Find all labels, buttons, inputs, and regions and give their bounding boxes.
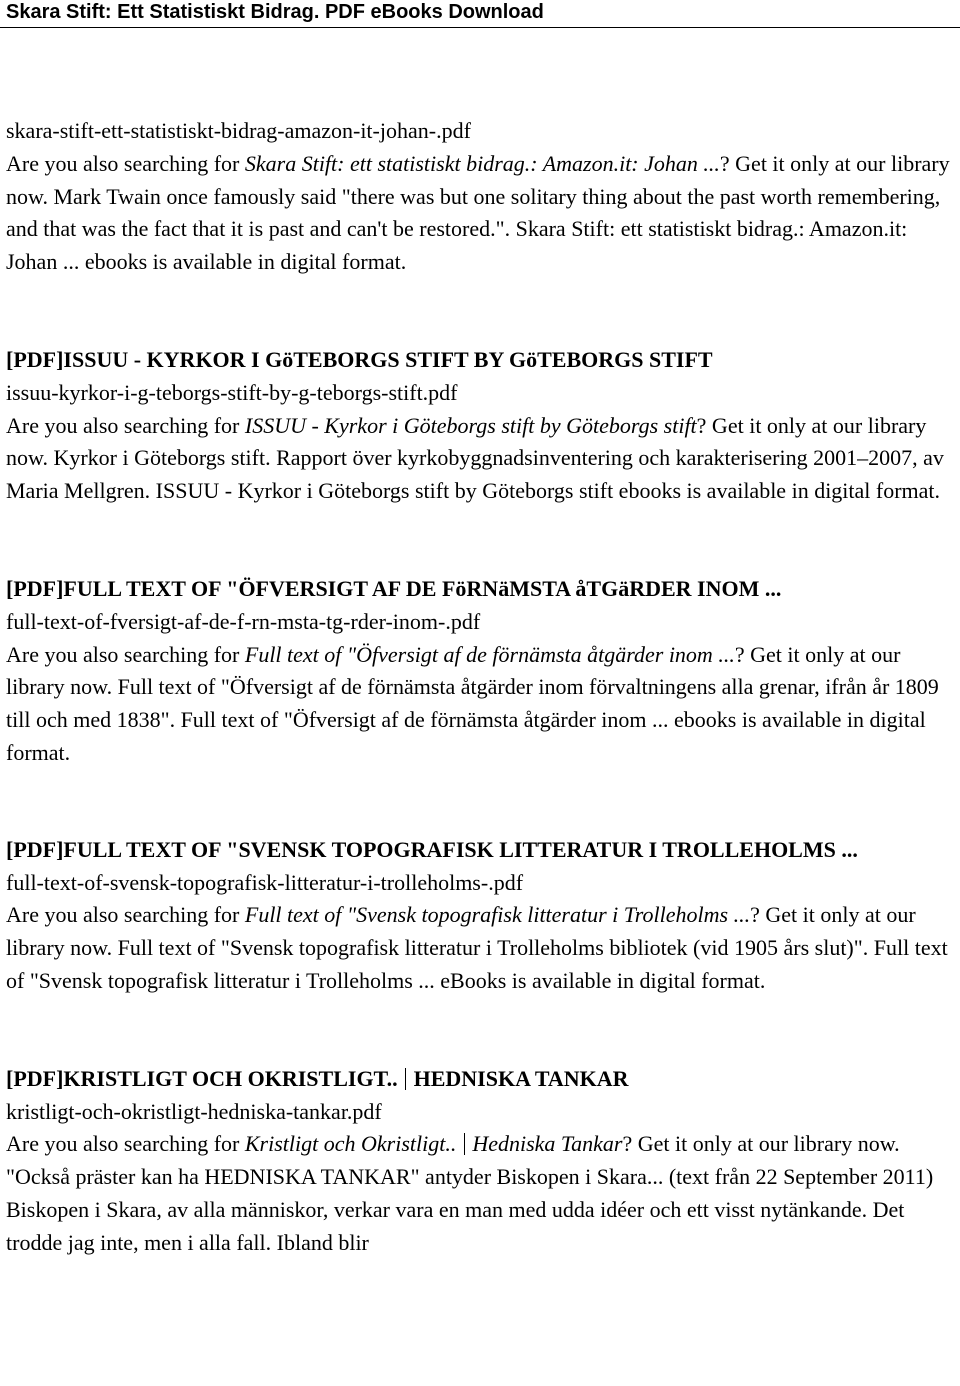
entry-description — [6, 639, 952, 770]
description-text: ? Get it only at our library now. "Också präster kan ha HEDNISKA TANKAR" antyder Biskopen i Skara... (text från 22 September 2011) Biskopen i Skara, av alla människor, verkar vara en man med udda idéer och ett visst nytänkande. Det trodde jag inte, men i alla fall. Ibland blir — [6, 1131, 934, 1255]
query-separator — [464, 1133, 465, 1155]
pdf-filename: skara-stift-ett-statistiskt-bidrag-amazon-it-johan-.pdf — [6, 118, 471, 143]
page-header — [0, 0, 960, 28]
description-lead: Are you also searching for — [6, 412, 245, 438]
description-text: ? Get it only at our library now. Mark Twain once famously said "there was but one solitary thing about the past worth remembering, and that was the fact that it is past and can't be restored.". Skara Stift: ett statistiskt bidrag.: Amazon.it: Johan ... ebooks is available in digital format. — [6, 150, 950, 275]
description-lead: Are you also searching for — [6, 902, 245, 928]
search-query: Full text of "Öfversigt af de förnämsta åtgärder inom ... — [244, 641, 735, 667]
entry-heading — [6, 1063, 952, 1096]
entry-description — [6, 410, 952, 508]
search-query: Skara Stift: ett statistiskt bidrag.: Amazon.it: Johan ... — [244, 150, 720, 176]
entry-description — [6, 1128, 952, 1259]
pdf-filename: full-text-of-fversigt-af-de-f-rn-msta-tg-rder-inom-.pdf — [6, 608, 481, 634]
search-query: ISSUU - Kyrkor i Göteborgs stift by Göteborgs stift — [244, 412, 697, 438]
heading-part: [PDF]KRISTLIGT OCH OKRISTLIGT.. — [6, 1065, 398, 1091]
pdf-filename: full-text-of-svensk-topografisk-litteratur-i-trolleholms-.pdf — [6, 869, 524, 895]
description-lead: Are you also searching for — [6, 1131, 245, 1157]
title-separator — [405, 1068, 406, 1090]
search-query: Kristligt och Okristligt.. — [244, 1131, 457, 1157]
entry-heading: [PDF]FULL TEXT OF "ÖFVERSIGT AF DE FöRNäMSTA åTGäRDER INOM ... — [6, 575, 782, 601]
search-query: Hedniska Tankar — [472, 1131, 623, 1157]
search-query: Full text of "Svensk topografisk litteratur i Trolleholms ... — [244, 902, 751, 928]
entry-issuu-kyrkor — [6, 344, 952, 508]
entry-svensk-topografisk — [6, 834, 952, 998]
description-lead: Are you also searching for — [6, 150, 245, 176]
heading-part: HEDNISKA TANKAR — [413, 1065, 629, 1091]
entry-description — [6, 899, 952, 997]
document-body — [6, 115, 952, 1260]
pdf-filename: kristligt-och-okristligt-hedniska-tankar.pdf — [6, 1098, 382, 1124]
description-text: ? Get it only at our library now. Full text of "Svensk topografisk litteratur i Trolleholms bibliotek (vid 1905 års slut)". Full text of "Svensk topografisk litteratur i Trolleholms ... eBooks is available in digital format. — [6, 902, 948, 993]
page-title: Skara Stift: Ett Statistiskt Bidrag. PDF eBooks Download — [6, 1, 544, 23]
entry-heading: [PDF]FULL TEXT OF "SVENSK TOPOGRAFISK LITTERATUR I TROLLEHOLMS ... — [6, 836, 858, 862]
entry-ofversigt — [6, 573, 952, 770]
entry-heading: [PDF]ISSUU - KYRKOR I GöTEBORGS STIFT BY GöTEBORGS STIFT — [6, 346, 713, 372]
entry-skara-stift — [6, 115, 952, 279]
entry-kristligt — [6, 1063, 952, 1260]
pdf-filename: issuu-kyrkor-i-g-teborgs-stift-by-g-teborgs-stift.pdf — [6, 379, 458, 405]
description-text: ? Get it only at our library now. Full text of "Öfversigt af de förnämsta åtgärder inom förvaltningens alla grenar, ifrån år 1809 till och med 1838". Full text of "Öfversigt af de förnämsta åtgärder inom ... ebooks is available in digital format. — [6, 641, 939, 765]
description-text: ? Get it only at our library now. Kyrkor i Göteborgs stift. Rapport över kyrkobyggnadsinventering och karakterisering 2001–2007, av Maria Mellgren. ISSUU - Kyrkor i Göteborgs stift by Göteborgs stift ebooks is available in digital format. — [6, 412, 944, 504]
entry-description — [6, 148, 952, 279]
description-lead: Are you also searching for — [6, 641, 245, 667]
